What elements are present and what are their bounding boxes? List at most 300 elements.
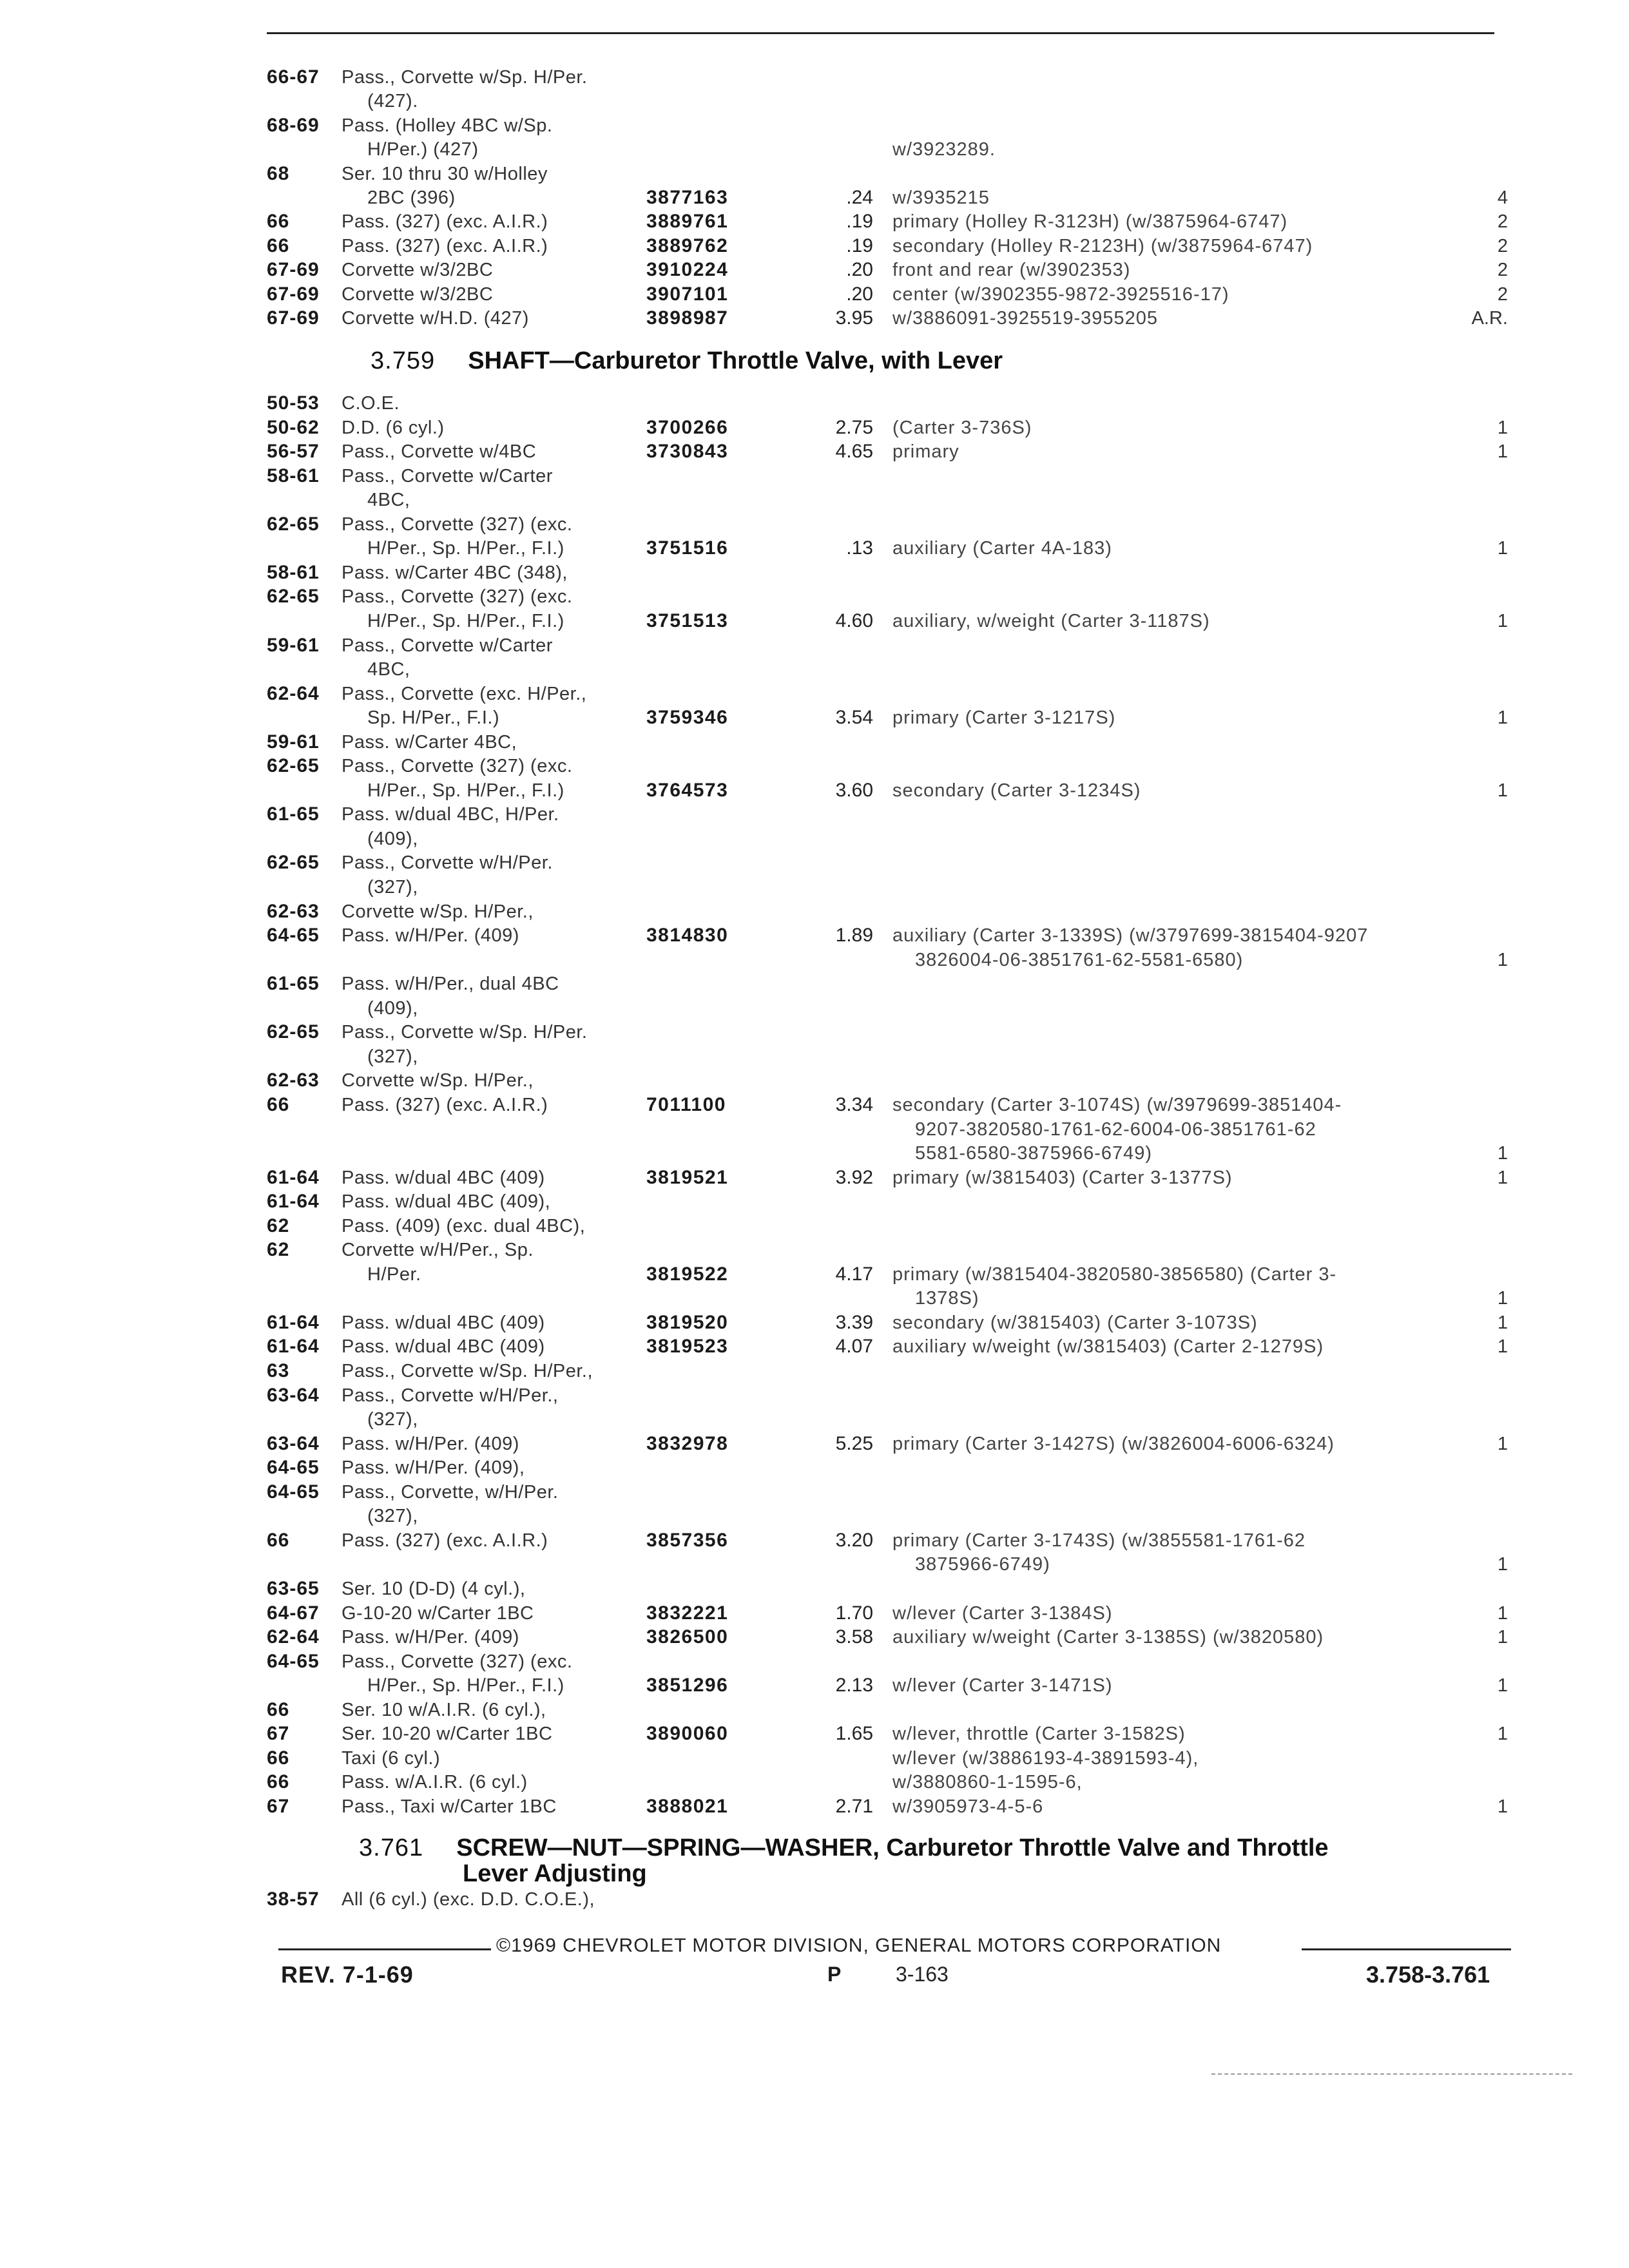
row-description: Pass., Corvette (327) (exc.	[342, 586, 573, 608]
row-price: .20	[846, 259, 873, 281]
table-row	[0, 257, 1629, 283]
table-row	[0, 1189, 1629, 1215]
row-remarks: w/lever (Carter 3-1471S)	[892, 1675, 1113, 1696]
row-part-number: 3759346	[646, 707, 729, 729]
row-part-number: 3832221	[646, 1602, 729, 1624]
row-price: .24	[846, 187, 873, 208]
row-quantity: 1	[1497, 707, 1508, 729]
table-row	[0, 753, 1629, 779]
section-heading-3761-line2	[463, 1860, 647, 1888]
row-year: 64-65	[267, 1481, 320, 1503]
row-price: 1.65	[835, 1723, 873, 1745]
scan-artifact	[1211, 2073, 1572, 2075]
row-year: 66	[267, 235, 290, 256]
row-price: 2.75	[835, 416, 873, 438]
row-description: H/Per., Sp. H/Per., F.I.)	[367, 1675, 564, 1696]
row-description: Ser. 10 (D-D) (4 cyl.),	[342, 1578, 526, 1599]
table-row	[0, 1262, 1629, 1287]
table-row	[0, 1745, 1629, 1771]
row-part-number: 3819521	[646, 1166, 729, 1188]
row-description: Taxi (6 cyl.)	[342, 1747, 441, 1769]
row-remarks: w/lever, throttle (Carter 3-1582S)	[892, 1724, 1186, 1745]
table-row	[0, 1068, 1629, 1093]
row-quantity: 1	[1497, 949, 1508, 970]
row-description: Pass., Corvette w/Sp. H/Per.	[342, 67, 588, 88]
row-description: Pass. w/Carter 4BC,	[342, 731, 517, 753]
row-description: (327),	[367, 1506, 418, 1527]
table-row	[0, 1479, 1629, 1505]
row-price: 1.89	[835, 925, 873, 947]
row-remarks: primary (Carter 3-1217S)	[892, 707, 1116, 729]
row-remarks: (Carter 3-736S)	[892, 417, 1032, 438]
row-description: Pass., Corvette w/H/Per.,	[342, 1385, 559, 1406]
row-year: 58-61	[267, 465, 320, 486]
table-row	[0, 209, 1629, 235]
row-description: Pass. (327) (exc. A.I.R.)	[342, 1094, 548, 1115]
row-year: 63-64	[267, 1384, 320, 1406]
row-quantity: 1	[1497, 780, 1508, 801]
row-year: 62-64	[267, 682, 320, 704]
row-quantity: 2	[1497, 211, 1508, 233]
section-number: 3.759	[371, 347, 436, 374]
row-year: 62-63	[267, 1070, 320, 1091]
section-range: 3.758-3.761	[1366, 1961, 1490, 1988]
row-quantity: A.R.	[1471, 308, 1508, 329]
row-year: 67-69	[267, 283, 320, 305]
row-remarks: auxiliary w/weight (w/3815403) (Carter 2-1279S)	[892, 1336, 1324, 1358]
row-remarks: secondary (w/3815403) (Carter 3-1073S)	[892, 1312, 1258, 1333]
row-description: Pass. (409) (exc. dual 4BC),	[342, 1215, 586, 1236]
row-year: 62-65	[267, 755, 320, 777]
row-price: 2.71	[835, 1795, 873, 1817]
row-quantity: 1	[1497, 441, 1508, 463]
row-year: 66	[267, 1529, 290, 1551]
row-part-number: 7011100	[646, 1093, 726, 1115]
row-part-number: 3826500	[646, 1626, 729, 1648]
row-year: 64-65	[267, 1457, 320, 1479]
page-marker: P	[827, 1963, 842, 1986]
table-row	[0, 729, 1629, 755]
row-part-number: 3730843	[646, 441, 729, 463]
row-description: Pass., Corvette, w/H/Per.	[342, 1481, 559, 1503]
row-remarks: w/3880860-1-1595-6,	[892, 1772, 1083, 1793]
row-quantity: 2	[1497, 284, 1508, 305]
row-quantity: 1	[1497, 1724, 1508, 1745]
table-row	[0, 995, 1629, 1021]
table-row	[0, 899, 1629, 925]
table-row	[0, 1576, 1629, 1602]
row-year: 62-65	[267, 1021, 320, 1043]
row-description: D.D. (6 cyl.)	[342, 417, 445, 438]
row-year: 61-65	[267, 973, 320, 995]
row-part-number: 3890060	[646, 1723, 729, 1745]
row-price: .13	[846, 537, 873, 559]
row-description: (409),	[367, 828, 418, 849]
table-row	[0, 137, 1629, 162]
table-row	[0, 1673, 1629, 1698]
row-remarks: w/3886091-3925519-3955205	[892, 308, 1159, 329]
row-description: Pass. w/dual 4BC (409)	[342, 1167, 545, 1188]
row-quantity: 1	[1497, 538, 1508, 559]
row-description: Pass. w/dual 4BC (409)	[342, 1336, 545, 1358]
table-row	[0, 1334, 1629, 1360]
row-description: Pass., Corvette w/Sp. H/Per.	[342, 1022, 588, 1043]
row-description: Pass. w/dual 4BC (409),	[342, 1191, 551, 1213]
row-description: Pass., Corvette (327) (exc.	[342, 514, 573, 535]
row-description: (327),	[367, 1409, 418, 1430]
row-description: Pass. (327) (exc. A.I.R.)	[342, 1530, 548, 1551]
table-row	[0, 802, 1629, 827]
row-remarks: 3875966-6749)	[915, 1554, 1050, 1575]
row-description: Corvette w/Sp. H/Per.,	[342, 1070, 534, 1091]
table-row	[0, 113, 1629, 139]
row-quantity: 1	[1497, 1627, 1508, 1648]
row-part-number: 3889762	[646, 235, 729, 256]
row-remarks: primary (w/3815404-3820580-3856580) (Carter 3-	[892, 1264, 1337, 1285]
table-row	[0, 1165, 1629, 1191]
table-row	[0, 1019, 1629, 1045]
table-row	[0, 1697, 1629, 1723]
row-description: H/Per.	[367, 1264, 421, 1285]
row-year: 66	[267, 1771, 290, 1793]
section-title: SHAFT—Carburetor Throttle Valve, with Lever	[468, 347, 1003, 374]
table-row	[0, 463, 1629, 489]
table-row	[0, 1528, 1629, 1553]
row-quantity: 1	[1497, 1602, 1508, 1624]
row-quantity: 1	[1497, 1554, 1508, 1575]
row-remarks: w/3905973-4-5-6	[892, 1796, 1044, 1817]
row-remarks: primary (Carter 3-1743S) (w/3855581-1761-62	[892, 1530, 1306, 1551]
row-part-number: 3898987	[646, 307, 729, 329]
table-row	[0, 584, 1629, 610]
table-row	[0, 1237, 1629, 1263]
row-price: 3.58	[835, 1626, 873, 1648]
row-remarks: w/lever (w/3886193-4-3891593-4),	[892, 1747, 1199, 1769]
row-remarks: w/3923289.	[892, 139, 996, 160]
table-row	[0, 1649, 1629, 1675]
row-remarks: primary	[892, 441, 959, 463]
row-quantity: 4	[1497, 187, 1508, 208]
row-description: H/Per., Sp. H/Per., F.I.)	[367, 538, 564, 559]
table-row	[0, 1721, 1629, 1747]
row-year: 66	[267, 1698, 290, 1720]
row-remarks: auxiliary (Carter 3-1339S) (w/3797699-3815404-9207	[892, 925, 1369, 947]
row-remarks: secondary (Holley R-2123H) (w/3875964-6747)	[892, 235, 1313, 256]
row-year: 61-64	[267, 1336, 320, 1358]
row-part-number: 3888021	[646, 1795, 729, 1817]
table-row	[0, 1769, 1629, 1795]
row-remarks: primary (Holley R-3123H) (w/3875964-6747)	[892, 211, 1288, 233]
row-price: 5.25	[835, 1432, 873, 1454]
table-row	[0, 850, 1629, 876]
row-part-number: 3910224	[646, 259, 729, 281]
row-part-number: 3819523	[646, 1336, 729, 1358]
row-year: 64-67	[267, 1602, 320, 1624]
row-year: 67	[267, 1795, 290, 1817]
row-part-number: 3751513	[646, 610, 729, 631]
table-row	[0, 390, 1629, 416]
row-year: 68	[267, 162, 290, 184]
row-description: H/Per., Sp. H/Per., F.I.)	[367, 780, 564, 801]
row-price: .19	[846, 235, 873, 256]
table-row	[0, 233, 1629, 259]
row-quantity: 1	[1497, 1336, 1508, 1358]
row-description: Pass., Taxi w/Carter 1BC	[342, 1796, 557, 1817]
row-quantity: 1	[1497, 1288, 1508, 1309]
table-row	[0, 705, 1629, 731]
row-price: 3.92	[835, 1166, 873, 1188]
table-row	[0, 535, 1629, 561]
table-row	[0, 439, 1629, 465]
table-row	[0, 947, 1629, 973]
row-remarks: auxiliary (Carter 4A-183)	[892, 538, 1112, 559]
row-price: .20	[846, 283, 873, 305]
row-year: 50-62	[267, 416, 320, 438]
table-row	[0, 608, 1629, 634]
row-description: Pass., Corvette w/H/Per.	[342, 852, 553, 874]
row-description: Pass. (Holley 4BC w/Sp.	[342, 115, 553, 136]
row-description: 2BC (396)	[367, 187, 456, 208]
table-row	[0, 560, 1629, 586]
row-description: Sp. H/Per., F.I.)	[367, 707, 500, 729]
row-description: H/Per.) (427)	[367, 139, 479, 160]
table-row	[0, 1600, 1629, 1626]
table-row	[0, 633, 1629, 658]
row-part-number: 3764573	[646, 779, 729, 801]
row-description: Pass., Corvette (327) (exc.	[342, 756, 573, 777]
row-remarks: auxiliary w/weight (Carter 3-1385S) (w/3820580)	[892, 1627, 1324, 1648]
row-description: Corvette w/3/2BC	[342, 284, 494, 305]
row-year: 62	[267, 1239, 290, 1261]
section-title-line2: Lever Adjusting	[463, 1860, 647, 1887]
row-year: 61-64	[267, 1311, 320, 1333]
row-year: 56-57	[267, 441, 320, 463]
row-quantity: 1	[1497, 1796, 1508, 1817]
table-row	[0, 1431, 1629, 1457]
row-description: Pass. w/H/Per., dual 4BC	[342, 974, 559, 995]
row-description: Ser. 10 thru 30 w/Holley	[342, 163, 548, 184]
row-description: Pass. (327) (exc. A.I.R.)	[342, 211, 548, 233]
row-description: Pass. w/dual 4BC (409)	[342, 1312, 545, 1333]
row-part-number: 3819520	[646, 1311, 729, 1333]
table-row	[0, 64, 1629, 90]
row-part-number: 3814830	[646, 925, 729, 947]
row-price: 3.39	[835, 1311, 873, 1333]
row-description: Pass. w/H/Per. (409)	[342, 925, 519, 947]
revision-date: REV. 7-1-69	[281, 1961, 414, 1988]
row-remarks: w/3935215	[892, 187, 990, 208]
table-row	[0, 415, 1629, 441]
row-price: 3.54	[835, 707, 873, 729]
row-price: 4.17	[835, 1263, 873, 1285]
table-row	[0, 1794, 1629, 1820]
row-description: Pass. w/A.I.R. (6 cyl.)	[342, 1772, 528, 1793]
row-description: Pass. w/dual 4BC, H/Per.	[342, 804, 559, 825]
page-number: 3-163	[896, 1963, 949, 1986]
table-row	[0, 657, 1629, 682]
row-description: Pass., Corvette (exc. H/Per.,	[342, 683, 587, 704]
row-year: 61-65	[267, 803, 320, 825]
row-quantity: 1	[1497, 1143, 1508, 1164]
row-description: Pass., Corvette w/Sp. H/Per.,	[342, 1361, 593, 1381]
row-part-number: 3851296	[646, 1675, 729, 1696]
row-price: 3.95	[835, 307, 873, 329]
row-year: 67-69	[267, 259, 320, 281]
table-row	[0, 1503, 1629, 1529]
row-part-number: 3832978	[646, 1432, 729, 1454]
table-row	[0, 778, 1629, 803]
row-description: Corvette w/Sp. H/Per.,	[342, 901, 534, 922]
table-row	[0, 1552, 1629, 1577]
row-year: 66	[267, 211, 290, 233]
row-remarks: secondary (Carter 3-1074S) (w/3979699-3851404-	[892, 1094, 1342, 1115]
footer-rule-right	[1302, 1948, 1511, 1950]
row-description: All (6 cyl.) (exc. D.D. C.O.E.),	[342, 1889, 595, 1910]
table-row	[0, 923, 1629, 948]
row-remarks: secondary (Carter 3-1234S)	[892, 780, 1141, 801]
table-row	[0, 185, 1629, 211]
row-description: Corvette w/3/2BC	[342, 260, 494, 281]
table-row	[0, 826, 1629, 852]
row-quantity: 2	[1497, 260, 1508, 281]
row-description: Corvette w/H/Per., Sp.	[342, 1240, 534, 1261]
row-part-number: 3877163	[646, 187, 729, 208]
row-year: 67	[267, 1723, 290, 1745]
row-description: C.O.E.	[342, 393, 400, 414]
row-year: 66	[267, 1093, 290, 1115]
row-remarks: auxiliary, w/weight (Carter 3-1187S)	[892, 610, 1210, 631]
row-description: Pass., Corvette (327) (exc.	[342, 1651, 573, 1672]
row-year: 63	[267, 1360, 290, 1381]
row-description: G-10-20 w/Carter 1BC	[342, 1602, 534, 1624]
table-row	[0, 971, 1629, 997]
row-description: Corvette w/H.D. (427)	[342, 308, 529, 329]
section-heading-3759	[371, 347, 1003, 375]
row-part-number: 3889761	[646, 211, 729, 233]
row-remarks: w/lever (Carter 3-1384S)	[892, 1602, 1113, 1624]
row-year: 63-64	[267, 1432, 320, 1454]
row-price: .19	[846, 211, 873, 233]
row-year: 64-65	[267, 925, 320, 947]
section-title-line1: SCREW—NUT—SPRING—WASHER, Carburetor Throttle Valve and Throttle	[456, 1834, 1329, 1861]
table-row	[0, 1383, 1629, 1408]
row-year: 59-61	[267, 634, 320, 656]
row-year: 61-64	[267, 1191, 320, 1213]
table-row	[0, 1407, 1629, 1432]
row-description: Ser. 10-20 w/Carter 1BC	[342, 1724, 553, 1745]
row-year: 63-65	[267, 1577, 320, 1599]
row-price: 4.65	[835, 441, 873, 463]
row-part-number: 3819522	[646, 1263, 729, 1285]
table-row	[0, 161, 1629, 187]
row-price: 3.34	[835, 1093, 873, 1115]
row-quantity: 2	[1497, 235, 1508, 256]
row-year: 62-65	[267, 513, 320, 535]
row-year: 50-53	[267, 392, 320, 414]
row-description: (427).	[367, 91, 418, 112]
table-row	[0, 1140, 1629, 1166]
row-quantity: 1	[1497, 610, 1508, 631]
row-year: 64-65	[267, 1650, 320, 1672]
row-price: 3.20	[835, 1529, 873, 1551]
row-remarks: primary (Carter 3-1427S) (w/3826004-6006-6324)	[892, 1433, 1335, 1454]
row-description: Pass. w/H/Per. (409)	[342, 1627, 519, 1648]
row-description: Pass. w/H/Per. (409)	[342, 1433, 519, 1454]
row-remarks: front and rear (w/3902353)	[892, 260, 1131, 281]
row-description: Pass., Corvette w/4BC	[342, 441, 537, 463]
row-remarks: 1378S)	[915, 1288, 979, 1309]
row-description: 4BC,	[367, 659, 410, 680]
row-year: 62-64	[267, 1626, 320, 1648]
table-row	[0, 1358, 1629, 1384]
table-row	[0, 1285, 1629, 1311]
table-row	[0, 681, 1629, 707]
row-year: 59-61	[267, 731, 320, 753]
table-row	[0, 282, 1629, 307]
table-row	[0, 874, 1629, 900]
row-price: 4.07	[835, 1336, 873, 1358]
row-remarks: 9207-3820580-1761-62-6004-06-3851761-62	[915, 1119, 1316, 1140]
row-year: 58-61	[267, 561, 320, 583]
section-heading-3761	[359, 1834, 1329, 1862]
row-year: 62	[267, 1215, 290, 1236]
row-price: 3.60	[835, 779, 873, 801]
row-remarks: primary (w/3815403) (Carter 3-1377S)	[892, 1167, 1233, 1188]
row-description: 4BC,	[367, 490, 410, 511]
table-row	[0, 1455, 1629, 1481]
row-price: 2.13	[835, 1675, 873, 1696]
row-description: (409),	[367, 997, 418, 1019]
row-remarks: 5581-6580-3875966-6749)	[915, 1143, 1153, 1164]
table-row	[0, 1624, 1629, 1650]
footer-rule-left	[278, 1948, 491, 1950]
row-year: 61-64	[267, 1166, 320, 1188]
row-quantity: 1	[1497, 1433, 1508, 1454]
table-row	[0, 1213, 1629, 1239]
row-part-number: 3700266	[646, 416, 729, 438]
row-price: 4.60	[835, 610, 873, 631]
row-description: Pass. w/Carter 4BC (348),	[342, 562, 568, 583]
section-number: 3.761	[359, 1834, 424, 1861]
row-year: 66-67	[267, 66, 320, 88]
row-description: (327),	[367, 1046, 418, 1067]
row-year: 66	[267, 1747, 290, 1769]
row-quantity: 1	[1497, 1312, 1508, 1333]
row-quantity: 1	[1497, 1167, 1508, 1188]
row-year: 62-65	[267, 852, 320, 874]
row-description: Pass., Corvette w/Carter	[342, 465, 553, 486]
row-description: H/Per., Sp. H/Per., F.I.)	[367, 610, 564, 631]
row-year: 68-69	[267, 114, 320, 136]
row-year: 62-65	[267, 586, 320, 608]
row-year: 67-69	[267, 307, 320, 329]
row-quantity: 1	[1497, 417, 1508, 438]
row-year: 62-63	[267, 900, 320, 922]
row-year: 38-57	[267, 1888, 320, 1910]
row-part-number: 3751516	[646, 537, 729, 559]
table-row	[0, 1044, 1629, 1070]
table-row	[0, 1887, 1629, 1912]
row-description: Pass. (327) (exc. A.I.R.)	[342, 235, 548, 256]
footer-copyright: ©1969 CHEVROLET MOTOR DIVISION, GENERAL MOTORS CORPORATION	[496, 1935, 1222, 1956]
table-row	[0, 1310, 1629, 1336]
table-row	[0, 512, 1629, 537]
row-description: Pass. w/H/Per. (409),	[342, 1457, 525, 1479]
row-quantity: 1	[1497, 1675, 1508, 1696]
table-row	[0, 88, 1629, 114]
table-row	[0, 487, 1629, 513]
row-description: Ser. 10 w/A.I.R. (6 cyl.),	[342, 1699, 546, 1720]
